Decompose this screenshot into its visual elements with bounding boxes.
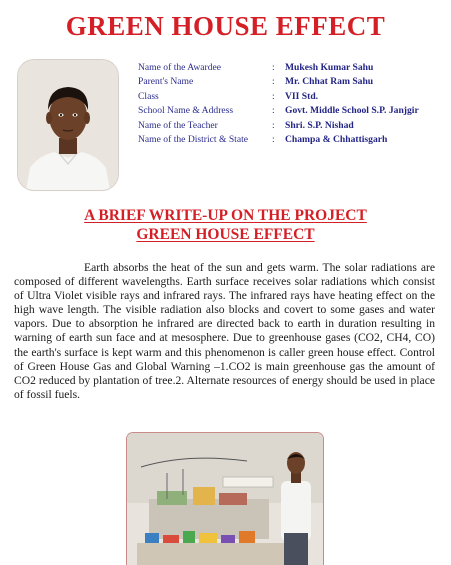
page-title: GREEN HOUSE EFFECT bbox=[65, 11, 386, 41]
detail-row-class bbox=[138, 90, 448, 104]
awardee-details bbox=[138, 61, 448, 147]
project-model-photo bbox=[127, 433, 323, 565]
detail-label: Class bbox=[138, 90, 159, 102]
detail-colon: : bbox=[272, 105, 275, 117]
detail-label: Name of the District & State bbox=[138, 134, 249, 146]
detail-row-district bbox=[138, 133, 448, 147]
detail-colon: : bbox=[272, 119, 275, 131]
detail-label: Parent's Name bbox=[138, 76, 194, 88]
detail-label: Name of the Teacher bbox=[138, 119, 218, 131]
detail-value: Govt. Middle School S.P. Janjgir bbox=[285, 105, 419, 117]
detail-colon: : bbox=[272, 76, 275, 88]
detail-value: Champa & Chhattisgarh bbox=[285, 134, 388, 146]
detail-row-teacher bbox=[138, 119, 448, 133]
section-heading-line2: GREEN HOUSE EFFECT bbox=[136, 226, 315, 243]
detail-label: Name of the Awardee bbox=[138, 62, 222, 73]
detail-value: VII Std. bbox=[285, 90, 319, 102]
detail-row-parent bbox=[138, 75, 448, 89]
detail-value: Mr. Chhat Ram Sahu bbox=[285, 76, 374, 88]
detail-value: Mukesh Kumar Sahu bbox=[285, 62, 374, 73]
detail-colon: : bbox=[272, 62, 275, 73]
detail-colon: : bbox=[272, 90, 275, 102]
section-heading-line1: A BRIEF WRITE-UP ON THE PROJECT bbox=[84, 207, 367, 224]
detail-row-school bbox=[138, 104, 448, 118]
detail-row-awardee bbox=[138, 61, 448, 75]
project-write-up: Earth absorbs the heat of the sun and gets warm. The solar radiations are composed of different wavelengths. Earth surface receives solar radiations which consist of Ultra Violet visible rays and infrared rays. The infrared rays have heating effect on the high wave length. The visible radiation also blocks and covert to some gases and water vapors. Due to absorption he infrared are directed back to earth in duration resulting in warning of earth sun face and at mesosphere. Due to greenhouse gases (CO2, CH4, CO) the earth's surface is kept warm and this phenomenon is caller green house effect. Control of Green House Gas and Global Warning –1.CO2 is main greenhouse gas the amount of CO2 reduced by plantation of tree.2. Alternate resources of energy should be used in place of fossil fuels. bbox=[14, 261, 435, 401]
detail-colon: : bbox=[272, 134, 275, 146]
detail-value: Shri. S.P. Nishad bbox=[285, 119, 354, 131]
detail-label: School Name & Address bbox=[138, 105, 234, 117]
awardee-photo bbox=[18, 60, 118, 190]
section-heading bbox=[0, 206, 451, 244]
